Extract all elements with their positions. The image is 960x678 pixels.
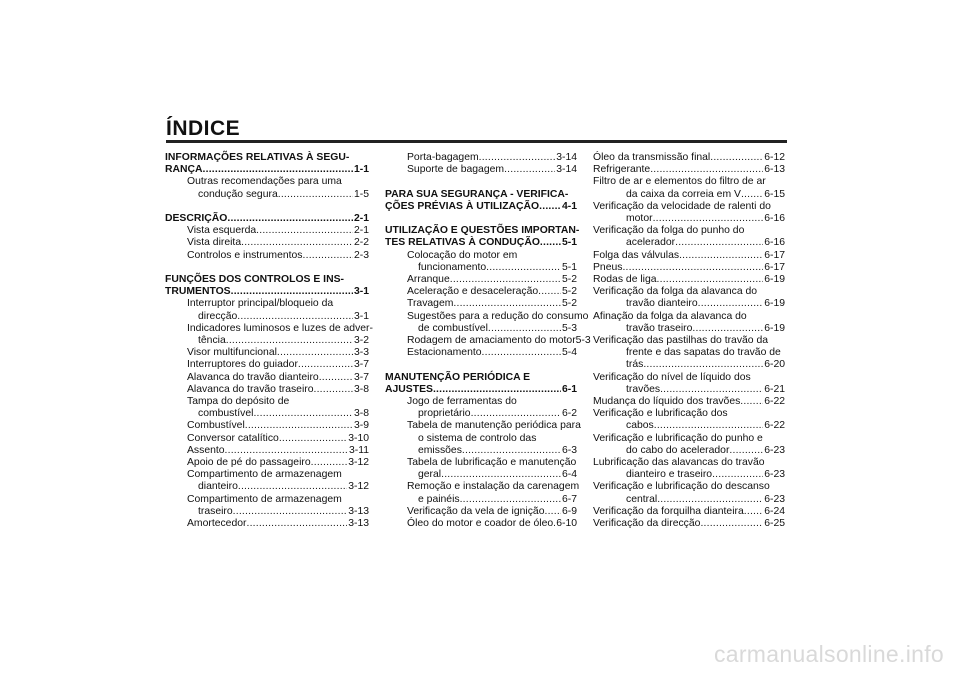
leader-dots	[319, 372, 353, 384]
leader-dots	[278, 189, 353, 201]
toc-entry[interactable]	[385, 518, 577, 530]
toc-page-number: 1-5	[353, 188, 369, 200]
toc-entry-text: Colocação do motor em	[407, 249, 518, 261]
toc-entry-title: travões	[626, 383, 661, 395]
toc-entry-title: Travagem	[407, 298, 454, 310]
toc-page-number: 2-3	[353, 249, 369, 261]
section-heading-entry[interactable]	[385, 201, 577, 213]
leader-dots	[692, 323, 763, 335]
toc-entry-title: Vista direita	[187, 237, 242, 249]
toc-page-number: 5-3	[561, 322, 577, 334]
toc-entry-title: trás	[626, 359, 644, 371]
toc-entry-text: Compartimento de armazenagem	[187, 469, 342, 481]
toc-page-number: 6-17	[764, 249, 785, 261]
toc-entry[interactable]	[385, 445, 577, 457]
toc-entry-title: Controlos e instrumentos	[187, 249, 303, 261]
toc-entry-title: Alavanca do travão traseiro	[187, 383, 314, 395]
section-heading-entry[interactable]	[165, 164, 369, 176]
toc-entry[interactable]	[385, 335, 591, 347]
toc-entry-title: Alavanca do travão dianteiro	[187, 371, 319, 383]
toc-entry[interactable]	[165, 408, 369, 420]
leader-dots	[441, 469, 561, 481]
section-heading-entry[interactable]	[385, 237, 577, 249]
toc-entry-text: Verificação da folga da alavanca do	[593, 286, 758, 298]
toc-entry-title: Conversor catalítico	[187, 432, 279, 444]
toc-entry[interactable]	[385, 164, 577, 176]
toc-entry-title: Apoio de pé do passageiro	[187, 457, 311, 469]
toc-entry-text: Interruptor principal/bloqueio da	[187, 298, 334, 310]
toc-page-number: 6-23	[764, 469, 785, 481]
toc-entry-title: DESCRIÇÃO	[165, 213, 228, 224]
toc-page-number: 3-1	[353, 286, 369, 298]
leader-dots	[740, 396, 763, 408]
toc-page-number: 6-22	[764, 420, 785, 432]
leader-dots	[471, 408, 561, 420]
leader-dots	[539, 201, 561, 213]
leader-dots	[622, 262, 763, 274]
leader-dots	[486, 262, 561, 274]
toc-entry[interactable]	[593, 384, 785, 396]
toc-entry-text: Verificação e lubrificação do descanso	[593, 481, 770, 493]
toc-page-number: 6-7	[561, 493, 577, 505]
toc-entry-text: Sugestões para a redução do consumo	[407, 310, 589, 322]
section-heading: MANUTENÇÃO PERIÓDICA E	[385, 371, 531, 383]
toc-entry-title: Refrigerante	[593, 164, 651, 176]
toc-entry-title: Visor multifuncional	[187, 347, 277, 359]
toc-page-number: 3-7	[353, 359, 369, 371]
toc-page-number: 3-12	[348, 457, 369, 469]
toc-page-number: 3-13	[348, 505, 369, 517]
toc-page-number: 5-2	[561, 286, 577, 298]
toc-entry[interactable]	[165, 481, 369, 493]
toc-page-number: 6-19	[764, 322, 785, 334]
toc-entry[interactable]	[593, 494, 785, 506]
toc-entry[interactable]	[593, 469, 785, 481]
toc-entry-title: ÇÕES PRÉVIAS À UTILIZAÇÃO	[385, 200, 540, 212]
toc-entry[interactable]	[165, 445, 369, 457]
leader-dots	[279, 433, 347, 445]
toc-entry-title: dianteiro	[198, 481, 238, 493]
toc-entry-title: Verificação da forquilha dianteira	[593, 505, 744, 517]
toc-column-2	[385, 152, 591, 530]
leader-dots	[225, 445, 348, 457]
section-heading-entry[interactable]	[165, 286, 369, 298]
toc-entry-title: travão traseiro	[626, 322, 693, 334]
toc-entry[interactable]	[165, 506, 369, 518]
toc-page-number: 6-22	[764, 396, 785, 408]
toc-entry[interactable]	[165, 372, 369, 384]
toc-entry-text: Lubrificação das alavancas do travão	[593, 457, 765, 469]
leader-dots	[710, 152, 763, 164]
leader-dots	[675, 237, 763, 249]
toc-page-number: 6-21	[764, 383, 785, 395]
toc-page-number: 3-14	[556, 152, 577, 163]
toc-entry[interactable]	[165, 420, 369, 432]
toc-entry-title: Porta-bagagem	[407, 152, 479, 163]
leader-dots	[729, 445, 763, 457]
toc-page-number: 6-19	[764, 298, 785, 310]
section-heading: PARA SUA SEGURANÇA - VERIFICA-	[385, 188, 569, 200]
leader-dots	[460, 494, 561, 506]
leader-dots	[643, 359, 763, 371]
toc-page-number: 6-2	[561, 408, 577, 420]
toc-entry-text: Compartimento de armazenagem	[187, 493, 342, 505]
toc-entry[interactable]	[385, 152, 577, 164]
toc-entry-title: Vista esquerda	[187, 225, 257, 237]
leader-dots	[246, 518, 347, 530]
toc-entry[interactable]	[593, 250, 785, 262]
toc-column-1	[165, 152, 373, 530]
toc-entry-text: Verificação da folga do punho do	[593, 225, 745, 237]
leader-dots	[237, 311, 353, 323]
toc-page-number: 5-3	[575, 335, 591, 347]
leader-dots	[203, 164, 353, 176]
toc-entry[interactable]	[593, 359, 785, 371]
toc-page-number: 3-2	[353, 335, 369, 347]
toc-page-number: 6-1	[561, 383, 577, 395]
toc-page-number: 3-14	[556, 164, 577, 176]
toc-column-3	[593, 152, 785, 530]
toc-page-number: 6-24	[764, 505, 785, 517]
toc-page-number: 6-4	[561, 469, 577, 481]
toc-page-number: 6-13	[764, 164, 785, 176]
toc-page-number: 2-2	[353, 237, 369, 249]
toc-entry[interactable]	[165, 237, 369, 249]
toc-entry-title: do cabo do acelerador	[626, 444, 730, 456]
leader-dots	[303, 250, 353, 262]
leader-dots	[660, 384, 763, 396]
toc-entry-title: Interruptores do guiador	[187, 359, 298, 371]
leader-dots	[227, 213, 353, 225]
section-heading: INFORMAÇÕES RELATIVAS À SEGU-	[165, 152, 350, 163]
toc-entry-title: Rodagem de amaciamento do motor	[407, 335, 576, 347]
leader-dots	[679, 250, 763, 262]
toc-page-number: 6-16	[764, 213, 785, 225]
toc-page-number: 3-1	[353, 310, 369, 322]
toc-page-number: 5-1	[561, 261, 577, 273]
leader-dots	[657, 494, 763, 506]
toc-entry[interactable]	[165, 311, 369, 323]
toc-entry-title: Óleo do motor e coador de óleo	[407, 518, 554, 530]
toc-entry[interactable]	[593, 518, 785, 530]
toc-entry-title: funcionamento	[418, 261, 487, 273]
toc-entry-title: tência	[198, 335, 226, 347]
toc-entry[interactable]	[593, 323, 785, 335]
leader-dots	[654, 420, 763, 432]
toc-entry-title: TRUMENTOS	[165, 286, 231, 298]
leader-dots	[712, 469, 763, 481]
toc-entry-title: Assento	[187, 444, 225, 456]
toc-entry[interactable]	[593, 420, 785, 432]
section-gap	[165, 262, 369, 274]
toc-entry[interactable]	[165, 359, 369, 371]
toc-entry-text: Verificação das pastilhas do travão da	[593, 335, 769, 347]
leader-dots	[462, 445, 561, 457]
section-gap	[385, 176, 577, 188]
toc-entry-title: dianteiro e traseiro	[626, 469, 713, 481]
toc-entry-title: emissões	[418, 444, 462, 456]
toc-entry[interactable]	[593, 274, 785, 286]
toc-entry-title: cabos	[626, 420, 654, 432]
toc-entry-title: Verificação da direcção	[593, 518, 701, 530]
toc-entry[interactable]	[385, 323, 577, 335]
leader-dots	[314, 384, 353, 396]
section-heading-entry[interactable]	[165, 213, 369, 225]
toc-page-number: 3-13	[348, 518, 369, 530]
leader-dots	[657, 274, 764, 286]
leader-dots	[256, 225, 353, 237]
toc-page-number: 5-4	[561, 347, 577, 359]
title-rule	[166, 140, 787, 143]
toc-entry-title: Folga das válvulas	[593, 249, 680, 261]
toc-page-number: 3-11	[348, 444, 369, 456]
toc-entry[interactable]	[165, 225, 369, 237]
toc-entry-text: Filtro de ar e elementos do filtro de ar	[593, 176, 766, 188]
toc-entry[interactable]	[593, 189, 785, 201]
toc-entry[interactable]	[385, 298, 577, 310]
toc-entry[interactable]	[385, 274, 577, 286]
toc-page-number: 5-2	[561, 274, 577, 285]
toc-page-number: 6-9	[561, 505, 577, 517]
toc-page-number: 6-10	[556, 518, 577, 530]
toc-entry[interactable]	[593, 164, 785, 176]
leader-dots	[504, 164, 555, 176]
toc-entry[interactable]	[385, 494, 577, 506]
toc-page-number: 3-8	[353, 383, 369, 395]
toc-entry-text: Verificação do nível de líquido dos	[593, 371, 751, 383]
toc-page-number: 3-7	[353, 371, 369, 383]
leader-dots	[653, 213, 764, 225]
toc-entry-title: e painéis	[418, 493, 460, 505]
toc-entry-text: Remoção e instalação da carenagem	[407, 481, 580, 493]
toc-entry[interactable]	[593, 396, 785, 408]
toc-entry[interactable]	[165, 518, 369, 530]
toc-entry-title: Combustível	[187, 420, 245, 432]
leader-dots	[482, 347, 561, 359]
toc-entry[interactable]	[385, 469, 577, 481]
toc-entry[interactable]	[593, 237, 785, 249]
toc-entry-text: Tabela de lubrificação e manutenção	[407, 457, 577, 469]
toc-entry-title: direcção	[198, 310, 238, 322]
leader-dots	[698, 298, 764, 310]
toc-entry-title: travão dianteiro	[626, 298, 698, 310]
toc-page-number: 3-12	[348, 481, 369, 493]
toc-page-number: 6-25	[764, 518, 785, 530]
toc-page-number: 3-3	[353, 347, 369, 359]
toc-page-number: 2-1	[353, 225, 369, 237]
toc-entry[interactable]	[165, 189, 369, 201]
toc-entry-title: central	[626, 493, 658, 505]
toc-page-number: 6-3	[561, 444, 577, 456]
leader-dots	[544, 506, 560, 518]
leader-dots	[233, 506, 348, 518]
leader-dots	[540, 237, 561, 249]
toc-entry-text: Indicadores luminosos e luzes de adver-	[187, 322, 373, 334]
toc-entry-text: Afinação da folga da alavanca do	[593, 310, 747, 322]
toc-entry-title: da caixa da correia em V	[626, 188, 741, 200]
toc-entry[interactable]	[593, 152, 785, 164]
toc-entry[interactable]	[165, 457, 369, 469]
toc-page-number: 4-1	[561, 200, 577, 212]
toc-entry-title: combustível	[198, 408, 254, 420]
toc-page-number: 3-9	[353, 420, 369, 432]
toc-entry[interactable]	[385, 262, 577, 274]
toc-entry[interactable]	[165, 347, 369, 359]
toc-entry-title: condução segura	[198, 188, 278, 200]
toc-entry-text: Outras recomendações para uma	[187, 176, 342, 188]
leader-dots	[231, 286, 353, 298]
toc-entry-title: Verificação da vela de ignição	[407, 505, 545, 517]
toc-entry-title: traseiro	[198, 505, 233, 517]
leader-dots	[700, 518, 763, 530]
toc-page-number: 6-19	[764, 274, 785, 286]
leader-dots	[433, 384, 561, 396]
toc-page-number: 6-15	[764, 188, 785, 200]
section-gap	[385, 359, 577, 371]
toc-entry[interactable]	[385, 286, 577, 298]
toc-entry[interactable]	[593, 506, 785, 518]
toc-entry-title: geral	[418, 469, 442, 481]
leader-dots	[479, 152, 556, 164]
leader-dots	[650, 164, 763, 176]
toc-entry-title: AJUSTES	[385, 383, 433, 395]
toc-entry[interactable]	[593, 262, 785, 274]
toc-entry[interactable]	[593, 298, 785, 310]
toc-entry-title: acelerador	[626, 237, 676, 249]
toc-entry-text: frente e das sapatas do travão de	[626, 347, 781, 359]
leader-dots	[241, 237, 353, 249]
toc-page-number: 3-8	[353, 408, 369, 420]
toc-entry-title: Aceleração e desaceleração	[407, 286, 539, 298]
leader-dots	[453, 298, 561, 310]
leader-dots	[311, 457, 348, 469]
toc-entry-title: Arranque	[407, 274, 450, 285]
leader-dots	[450, 274, 561, 286]
leader-dots	[741, 189, 763, 201]
section-heading: UTILIZAÇÃO E QUESTÕES IMPORTAN-	[385, 225, 580, 237]
toc-entry-text: Verificação e lubrificação dos	[593, 408, 728, 420]
leader-dots	[238, 481, 347, 493]
toc-entry[interactable]	[385, 506, 577, 518]
toc-entry[interactable]	[593, 213, 785, 225]
toc-entry-text: Verificação da velocidade de ralenti do	[593, 200, 771, 212]
toc-entry-text: Verificação e lubrificação do punho e	[593, 432, 763, 444]
section-gap	[385, 213, 577, 225]
toc-page-number: 5-2	[561, 298, 577, 310]
toc-entry-title: Pneus	[593, 261, 623, 273]
toc-page-number: 6-23	[764, 493, 785, 505]
toc-page-number: 2-1	[353, 213, 369, 224]
toc-page-number: 3-10	[348, 432, 369, 444]
toc-entry-title: Óleo da transmissão final	[593, 152, 711, 163]
toc-page-number: 5-1	[561, 237, 577, 249]
toc-page-number: 6-12	[764, 152, 785, 163]
toc-entry[interactable]	[165, 335, 369, 347]
toc-entry-title: Suporte de bagagem	[407, 164, 505, 176]
toc-entry-text: o sistema de controlo das	[418, 432, 537, 444]
leader-dots	[253, 408, 353, 420]
toc-page-number: 6-17	[764, 261, 785, 273]
toc-page-number: 6-20	[764, 359, 785, 371]
section-heading: FUNÇÕES DOS CONTROLOS E INS-	[165, 274, 344, 285]
watermark: carmanualsonline.info	[713, 641, 944, 667]
toc-entry-text: Tampa do depósito de	[187, 396, 290, 408]
toc-page-number: 6-23	[764, 444, 785, 456]
toc-page-number: 1-1	[353, 164, 369, 176]
toc-entry-title: de combustível	[418, 322, 488, 334]
toc-entry-title: motor	[626, 213, 653, 225]
section-heading-entry[interactable]	[385, 384, 577, 396]
leader-dots	[744, 506, 763, 518]
leader-dots	[538, 286, 561, 298]
toc-entry[interactable]	[165, 433, 369, 445]
toc-entry-text: Tabela de manutenção periódica para	[407, 420, 581, 432]
leader-dots	[488, 323, 561, 335]
leader-dots	[277, 347, 353, 359]
leader-dots	[226, 335, 353, 347]
toc-entry-title: TES RELATIVAS À CONDUÇÃO	[385, 237, 540, 249]
leader-dots	[245, 420, 353, 432]
section-gap	[165, 201, 369, 213]
toc-entry-text: Jogo de ferramentas do	[407, 396, 517, 408]
toc-entry-title: Estacionamento	[407, 347, 482, 359]
toc-entry[interactable]	[165, 384, 369, 396]
toc-entry[interactable]	[593, 445, 785, 457]
toc-entry-title: Amortecedor	[187, 518, 247, 530]
toc-entry[interactable]	[165, 250, 369, 262]
leader-dots	[298, 359, 353, 371]
toc-entry-title: Mudança do líquido dos travões	[593, 396, 741, 408]
page-title: ÍNDICE	[166, 117, 241, 140]
toc-entry-title: Rodas de liga	[593, 274, 657, 286]
toc-entry[interactable]	[385, 347, 577, 359]
toc-entry[interactable]	[385, 408, 577, 420]
toc-entry-title: RANÇA	[165, 164, 203, 176]
toc-page-number: 6-16	[764, 237, 785, 249]
toc-entry-title: proprietário	[418, 408, 471, 420]
